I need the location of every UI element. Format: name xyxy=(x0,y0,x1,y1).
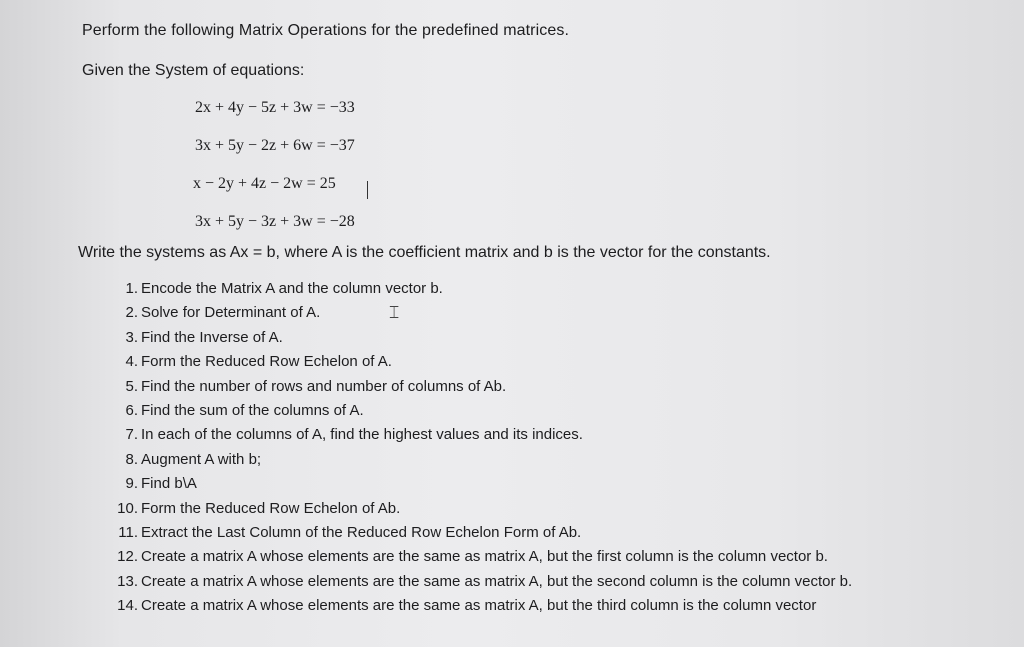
list-item xyxy=(96,351,852,375)
list-item xyxy=(96,473,852,497)
list-item xyxy=(96,498,852,522)
text-cursor-icon: ⌶ xyxy=(389,303,400,323)
list-item-text: Encode the Matrix A and the column vector b. xyxy=(141,280,443,297)
equation-2: 3x + 5y − 2z + 6w = −37 xyxy=(195,137,355,154)
list-item xyxy=(96,327,852,351)
list-item-number: 13. xyxy=(117,572,138,590)
list-item-text: Form the Reduced Row Echelon of Ab. xyxy=(141,499,401,517)
list-item-number: 8. xyxy=(125,450,138,468)
list-item xyxy=(96,278,852,302)
list-item-text: Create a matrix A whose elements are the same as matrix A, but the first column is the column vector b. xyxy=(141,548,828,566)
list-item xyxy=(96,424,852,448)
list-item xyxy=(96,595,852,619)
list-item-text: Create a matrix A whose elements are the same as matrix A, but the second column is the column vector b. xyxy=(141,572,853,590)
equation-list xyxy=(195,96,355,248)
list-item-text: Find the Inverse of A. xyxy=(141,328,283,346)
list-item xyxy=(96,571,852,595)
list-item xyxy=(96,546,852,570)
list-item-text: Find the sum of the columns of A. xyxy=(141,401,364,419)
list-item-number: 12. xyxy=(117,548,138,566)
list-item-text: Solve for Determinant of A. xyxy=(141,304,321,322)
list-item-number: 7. xyxy=(125,426,138,444)
list-item-text: Find b\A xyxy=(141,475,197,493)
list-item-number: 9. xyxy=(125,475,138,493)
list-item-number: 14. xyxy=(117,597,138,615)
text-caret xyxy=(367,181,368,199)
list-item-text: Augment A with b; xyxy=(141,450,262,468)
equation-1: 2x + 4y − 5z + 3w = −33 xyxy=(195,99,355,116)
intro-text: Given the System of equations: xyxy=(82,62,305,79)
list-item-number: 6. xyxy=(125,401,138,419)
list-item xyxy=(96,376,852,400)
list-item xyxy=(96,522,852,546)
list-item-text: In each of the columns of A, find the highest values and its indices. xyxy=(141,426,583,444)
page-title: Perform the following Matrix Operations for the predefined matrices. xyxy=(82,22,570,39)
list-item xyxy=(96,302,852,326)
list-item-number: 10. xyxy=(117,499,138,517)
list-item xyxy=(96,449,852,473)
list-item xyxy=(96,400,852,424)
list-item-number: 4. xyxy=(125,353,138,371)
list-item-number: 11. xyxy=(118,523,138,541)
task-list xyxy=(96,278,852,619)
list-item-number: 5. xyxy=(125,377,138,395)
instruction-text: Write the systems as Ax = b, where A is the coefficient matrix and b is the vector for the constants. xyxy=(78,244,771,261)
list-item-text: Create a matrix A whose elements are the same as matrix A, but the third column is the column vector xyxy=(141,597,817,615)
list-item-number: 3. xyxy=(125,328,138,346)
list-item-number: 2. xyxy=(125,304,138,322)
list-item-text: Find the number of rows and number of columns of Ab. xyxy=(141,377,507,395)
equation-4: 3x + 5y − 3z + 3w = −28 xyxy=(195,213,355,230)
list-item-number: 1. xyxy=(125,280,138,297)
list-item-text: Extract the Last Column of the Reduced Row Echelon Form of Ab. xyxy=(141,523,582,541)
equation-3: x − 2y + 4z − 2w = 25 xyxy=(193,175,336,192)
list-item-text: Form the Reduced Row Echelon of A. xyxy=(141,353,392,371)
